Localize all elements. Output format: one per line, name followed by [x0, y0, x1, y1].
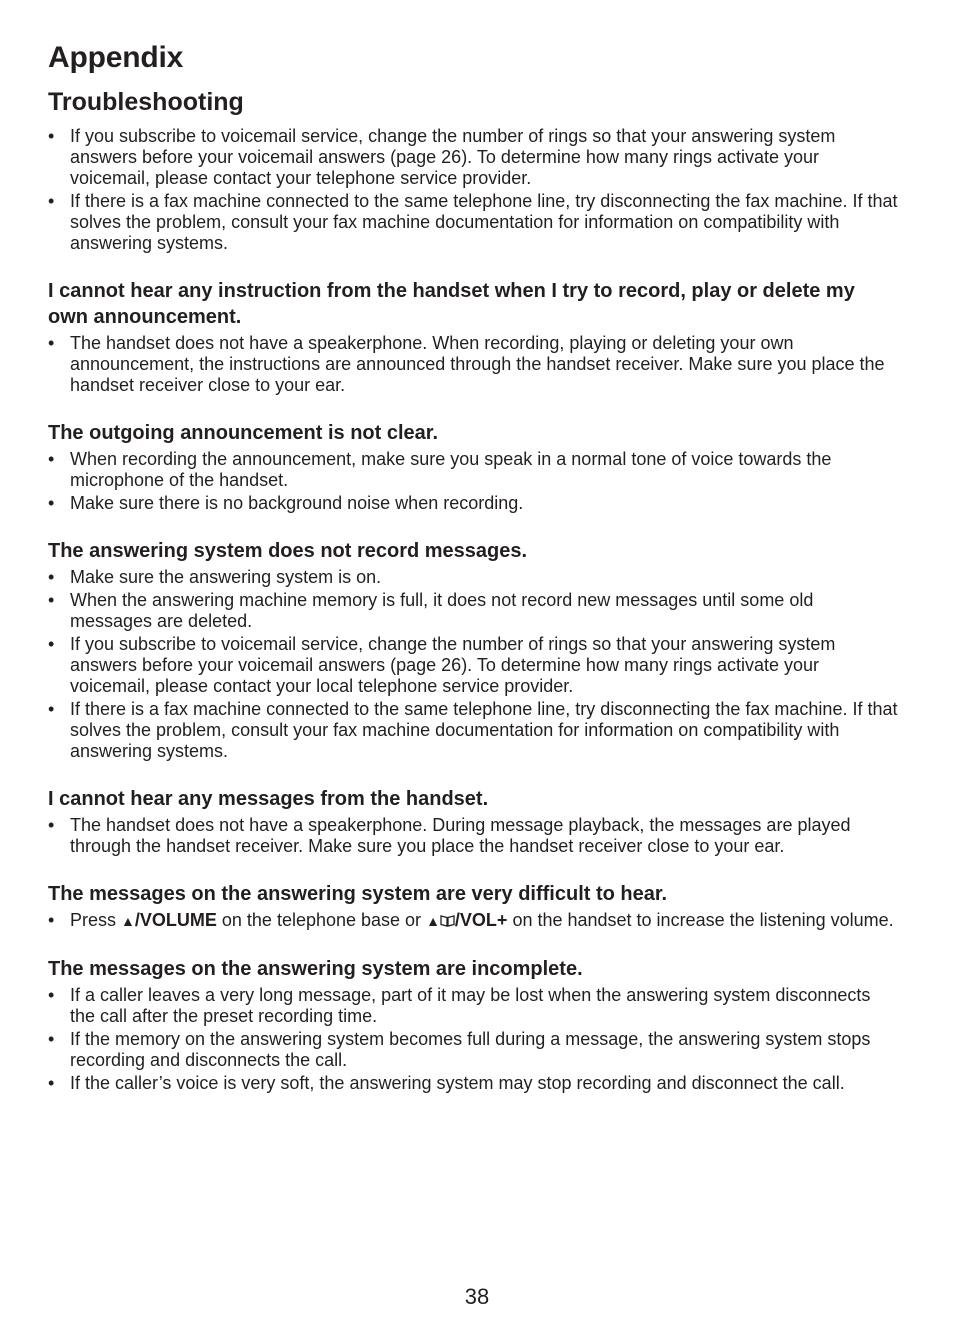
list-item: • When the answering machine memory is full, it does not record new messages until some old messages are deleted. [48, 590, 898, 632]
list-item: • If you subscribe to voicemail service, change the number of rings so that your answering system answers before your voicemail answers (page 26). To determine how many rings activate your voicemail, please contact your local telephone service provider. [48, 634, 898, 697]
list-item: • The handset does not have a speakerphone. When recording, playing or deleting your own announcement, the instructions are announced through the handset receiver. Make sure you place the handset receiver close to your ear. [48, 333, 898, 396]
list-item: • If there is a fax machine connected to the same telephone line, try disconnecting the fax machine. If that solves the problem, consult your fax machine documentation for information on compatibility with answering systems. [48, 699, 898, 762]
up-arrow-icon: ▲ [121, 913, 135, 929]
section-heading: The outgoing announcement is not clear. [48, 422, 439, 444]
list-item: • If a caller leaves a very long message, part of it may be lost when the answering system disconnects the call after the preset recording time. [48, 985, 898, 1027]
section-heading: I cannot hear any instruction from the handset when I try to record, play or delete my own announcement. [48, 280, 855, 328]
content [48, 126, 898, 1096]
list-item: • If the memory on the answering system becomes full during a message, the answering system stops recording and disconnects the call. [48, 1029, 898, 1071]
list-item [48, 910, 898, 932]
list-item: • If you subscribe to voicemail service, change the number of rings so that your answering system answers before your voicemail answers (page 26). To determine how many rings activate your voicemail, please contact your telephone service provider. [48, 126, 898, 189]
list-item: • If there is a fax machine connected to the same telephone line, try disconnecting the fax machine. If that solves the problem, consult your fax machine documentation for information on compatibility with answering systems. [48, 191, 898, 254]
phonebook-icon [440, 914, 455, 927]
volume-key [121, 910, 217, 930]
section-no-instruction [48, 278, 898, 396]
vol-plus-key-label: /VOL+ [454, 910, 508, 930]
list-item: • If the caller’s voice is very soft, the answering system may stop recording and disconnect the call. [48, 1073, 898, 1094]
list-item: • The handset does not have a speakerphone. During message playback, the messages are played through the handset receiver. Make sure you place the handset receiver close to your ear. [48, 815, 898, 857]
section-not-recording [48, 538, 898, 762]
section-incomplete [48, 956, 898, 1094]
list-item: • When recording the announcement, make sure you speak in a normal tone of voice towards the microphone of the handset. [48, 449, 898, 491]
volume-key-label: /VOLUME [134, 910, 217, 930]
list-item: • Make sure there is no background noise when recording. [48, 493, 898, 514]
intro-list [48, 126, 898, 254]
list-item: • Make sure the answering system is on. [48, 567, 898, 588]
page-number: 38 [464, 1284, 490, 1309]
press-text: Press [70, 910, 122, 930]
section-heading: The messages on the answering system are incomplete. [48, 958, 583, 980]
section-heading: The messages on the answering system are very difficult to hear. [48, 883, 668, 905]
bullet-list [48, 333, 898, 396]
bullet-list [48, 815, 898, 857]
bullet-list [48, 449, 898, 514]
section-heading: I cannot hear any messages from the handset. [48, 788, 489, 810]
section-title: Troubleshooting [48, 88, 244, 116]
section-no-messages-heard [48, 786, 898, 857]
page-title: Appendix [48, 41, 184, 74]
vol-plus-key [426, 910, 507, 930]
section-heading: The answering system does not record messages. [48, 540, 528, 562]
bullet-list [48, 985, 898, 1094]
bullet-list [48, 910, 898, 932]
section-announcement-unclear [48, 420, 898, 514]
section-hard-to-hear [48, 881, 898, 932]
up-arrow-icon: ▲ [426, 913, 440, 929]
bullet-list [48, 567, 898, 762]
mid-text: on the telephone base or [216, 910, 427, 930]
end-text: on the handset to increase the listening volume. [507, 910, 894, 930]
